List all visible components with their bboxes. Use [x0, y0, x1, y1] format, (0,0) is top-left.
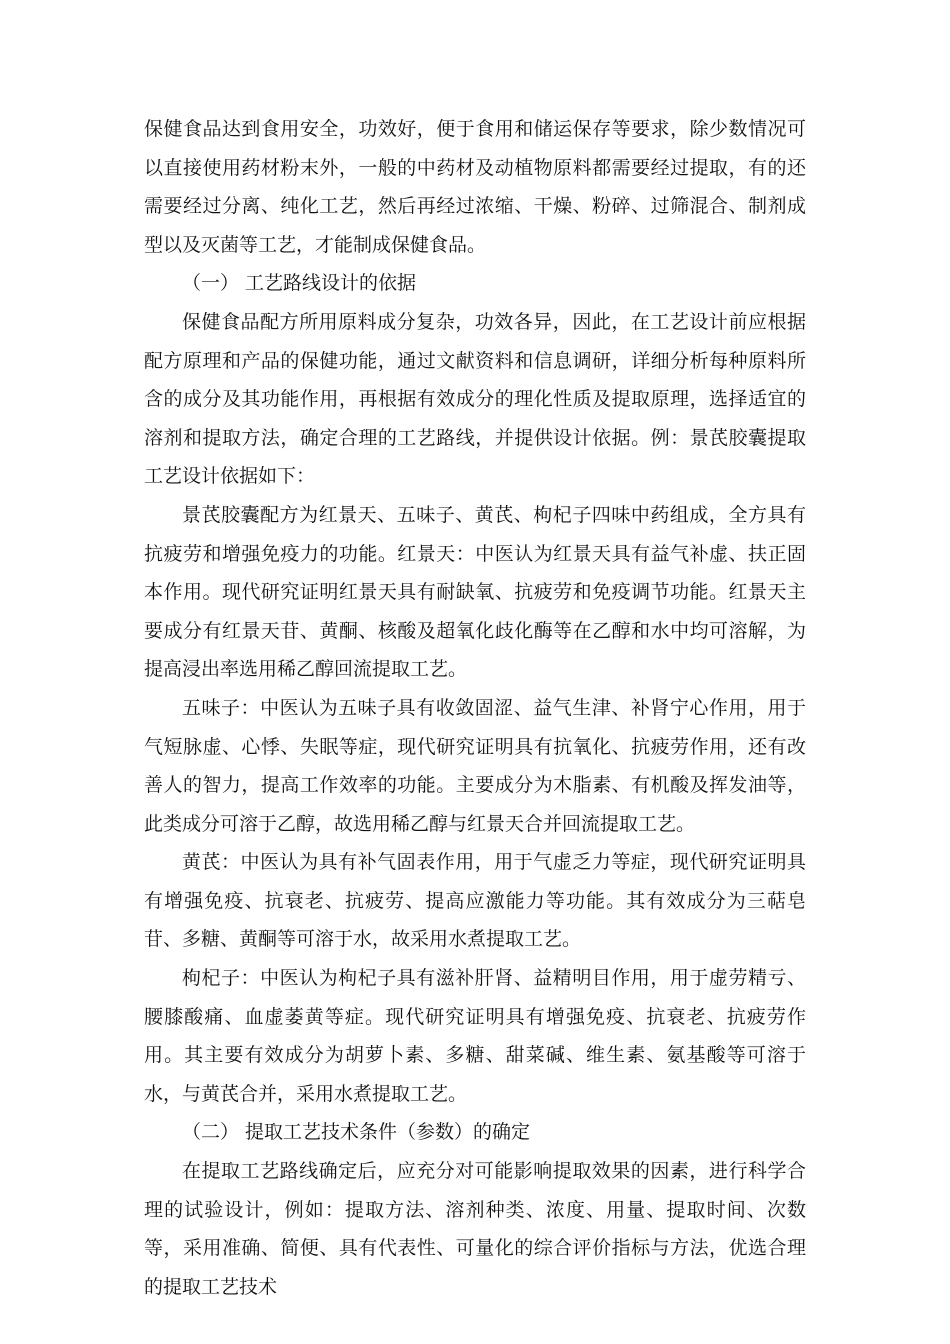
body-paragraph-gouqizi: 枸杞子：中医认为枸杞子具有滋补肝肾、益精明目作用，用于虚劳精亏、腰膝酸痛、血虚萎黄等症。现代研究证明具有增强免疫、抗衰老、抗疲劳作用。其主要有效成分为胡萝卜素、多糖、甜菜碱、维生素、氨基酸等可溶于水，与黄芪合并，采用水煮提取工艺。 — [144, 967, 806, 1105]
body-paragraph-wuweizi: 五味子：中医认为五味子具有收敛固涩、益气生津、补肾宁心作用，用于气短脉虚、心悸、失眠等症，现代研究证明具有抗氧化、抗疲劳作用，还有改善人的智力，提高工作效率的功能。主要成分为木脂素、有机酸及挥发油等，此类成分可溶于乙醇，故选用稀乙醇与红景天合并回流提取工艺。 — [144, 696, 806, 835]
section-heading-2: （二） 提取工艺技术条件（参数）的确定 — [182, 1121, 531, 1144]
intro-paragraph: 保健食品达到食用安全，功效好，便于食用和储运保存等要求，除少数情况可以直接使用药材粉末外，一般的中药材及动植物原料都需要经过提取，有的还需要经过分离、纯化工艺，然后再经过浓缩、干燥、粉碎、过筛混合、制剂成型以及灭菌等工艺，才能制成保健食品。 — [144, 118, 806, 256]
body-paragraph-huangqi: 黄芪：中医认为具有补气固表作用，用于气虚乏力等症，现代研究证明具有增强免疫、抗衰老、抗疲劳、提高应激能力等功能。其有效成分为三萜皂苷、多糖、黄酮等可溶于水，故采用水煮提取工艺。 — [144, 851, 806, 951]
body-paragraph-basis: 保健食品配方所用原料成分复杂，功效各异，因此，在工艺设计前应根据配方原理和产品的保健功能，通过文献资料和信息调研，详细分析每种原料所含的成分及其功能作用，再根据有效成分的理化性质及提取原理，选择适宜的溶剂和提取方法，确定合理的工艺路线，并提供设计依据。例：景芪胶囊提取工艺设计依据如下： — [144, 310, 806, 488]
body-paragraph-formula: 景芪胶囊配方为红景天、五味子、黄芪、枸杞子四味中药组成，全方具有抗疲劳和增强免疫力的功能。红景天：中医认为红景天具有益气补虚、扶正固本作用。现代研究证明红景天具有耐缺氧、抗疲劳和免疫调节功能。红景天主要成分有红景天苷、黄酮、核酸及超氧化歧化酶等在乙醇和水中均可溶解，为提高浸出率选用稀乙醇回流提取工艺。 — [144, 503, 806, 681]
body-paragraph-parameters: 在提取工艺路线确定后，应充分对可能影响提取效果的因素，进行科学合理的试验设计，例如：提取方法、溶剂种类、浓度、用量、提取时间、次数等，采用准确、简便、具有代表性、可量化的综合评价指标与方法，优选合理的提取工艺技术 — [144, 1160, 806, 1298]
document-page — [144, 110, 806, 1306]
section-heading-1: （一） 工艺路线设计的依据 — [182, 272, 417, 295]
